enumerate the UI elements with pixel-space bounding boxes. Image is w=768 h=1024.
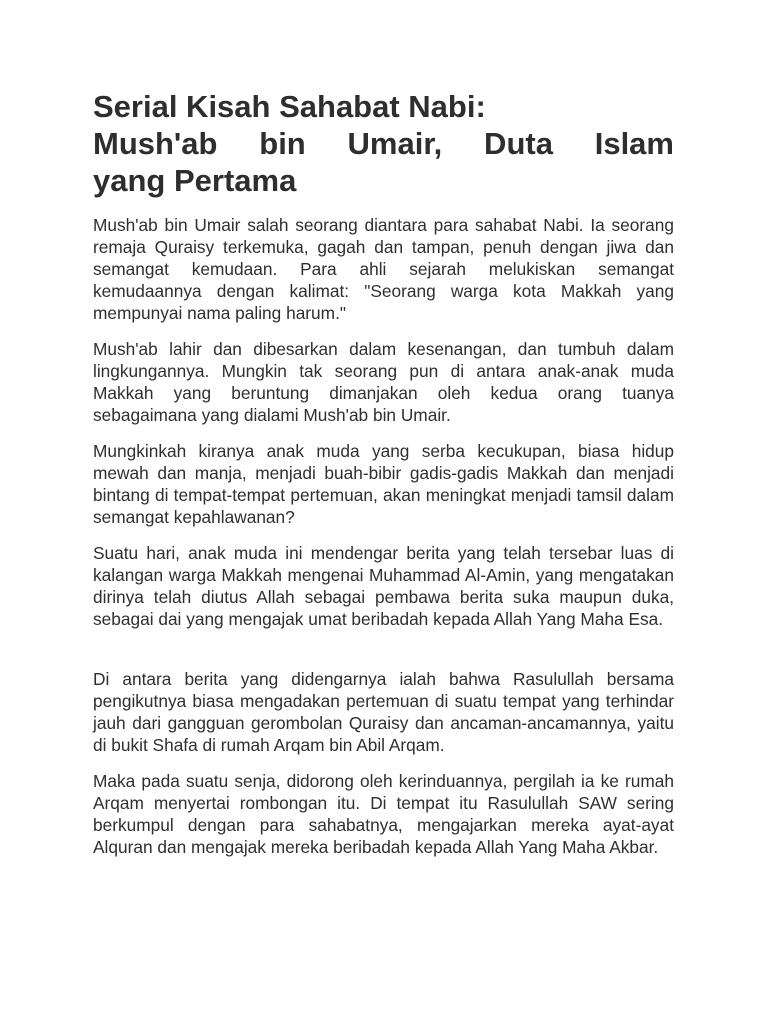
page-title bbox=[93, 88, 674, 199]
paragraph-2: Mush'ab lahir dan dibesarkan dalam kesenangan, dan tumbuh dalam lingkungannya. Mungkin tak seorang pun di antara anak-anak muda Makkah yang beruntung dimanjakan oleh kedua orang tuanya sebagaimana yang dialami Mush'ab bin Umair. bbox=[93, 339, 674, 425]
title-line-2: Mush'ab bin Umair, Duta Islam bbox=[93, 126, 674, 161]
paragraph-5: Di antara berita yang didengarnya ialah bahwa Rasulullah bersama pengikutnya biasa mengadakan pertemuan di suatu tempat yang terhindar jauh dari gangguan gerombolan Quraisy dan ancaman-ancamannya, yaitu di bukit Shafa di rumah Arqam bin Abil Arqam. bbox=[93, 669, 674, 755]
title-line-1: Serial Kisah Sahabat Nabi: bbox=[93, 89, 486, 124]
paragraph-1: Mush'ab bin Umair salah seorang diantara para sahabat Nabi. Ia seorang remaja Quraisy terkemuka, gagah dan tampan, penuh dengan jiwa dan semangat kemudaan. Para ahli sejarah melukiskan semangat kemudaannya dengan kalimat: "Seorang warga kota Makkah yang mempunyai nama paling harum." bbox=[93, 215, 674, 323]
paragraph-3: Mungkinkah kiranya anak muda yang serba kecukupan, biasa hidup mewah dan manja, menjadi buah-bibir gadis-gadis Makkah dan menjadi bintang di tempat-tempat pertemuan, akan meningkat menjadi tamsil dalam semangat kepahlawanan? bbox=[93, 441, 674, 527]
paragraph-4: Suatu hari, anak muda ini mendengar berita yang telah tersebar luas di kalangan warga Makkah mengenai Muhammad Al-Amin, yang mengatakan dirinya telah diutus Allah sebagai pembawa berita suka maupun duka, sebagai dai yang mengajak umat beribadah kepada Allah Yang Maha Esa. bbox=[93, 543, 674, 629]
paragraph-6: Maka pada suatu senja, didorong oleh kerinduannya, pergilah ia ke rumah Arqam menyertai rombongan itu. Di tempat itu Rasulullah SAW sering berkumpul dengan para sahabatnya, mengajarkan mereka ayat-ayat Alquran dan mengajak mereka beribadah kepada Allah Yang Maha Akbar. bbox=[93, 771, 674, 857]
document-page bbox=[93, 88, 674, 872]
title-line-3: yang Pertama bbox=[93, 163, 297, 198]
